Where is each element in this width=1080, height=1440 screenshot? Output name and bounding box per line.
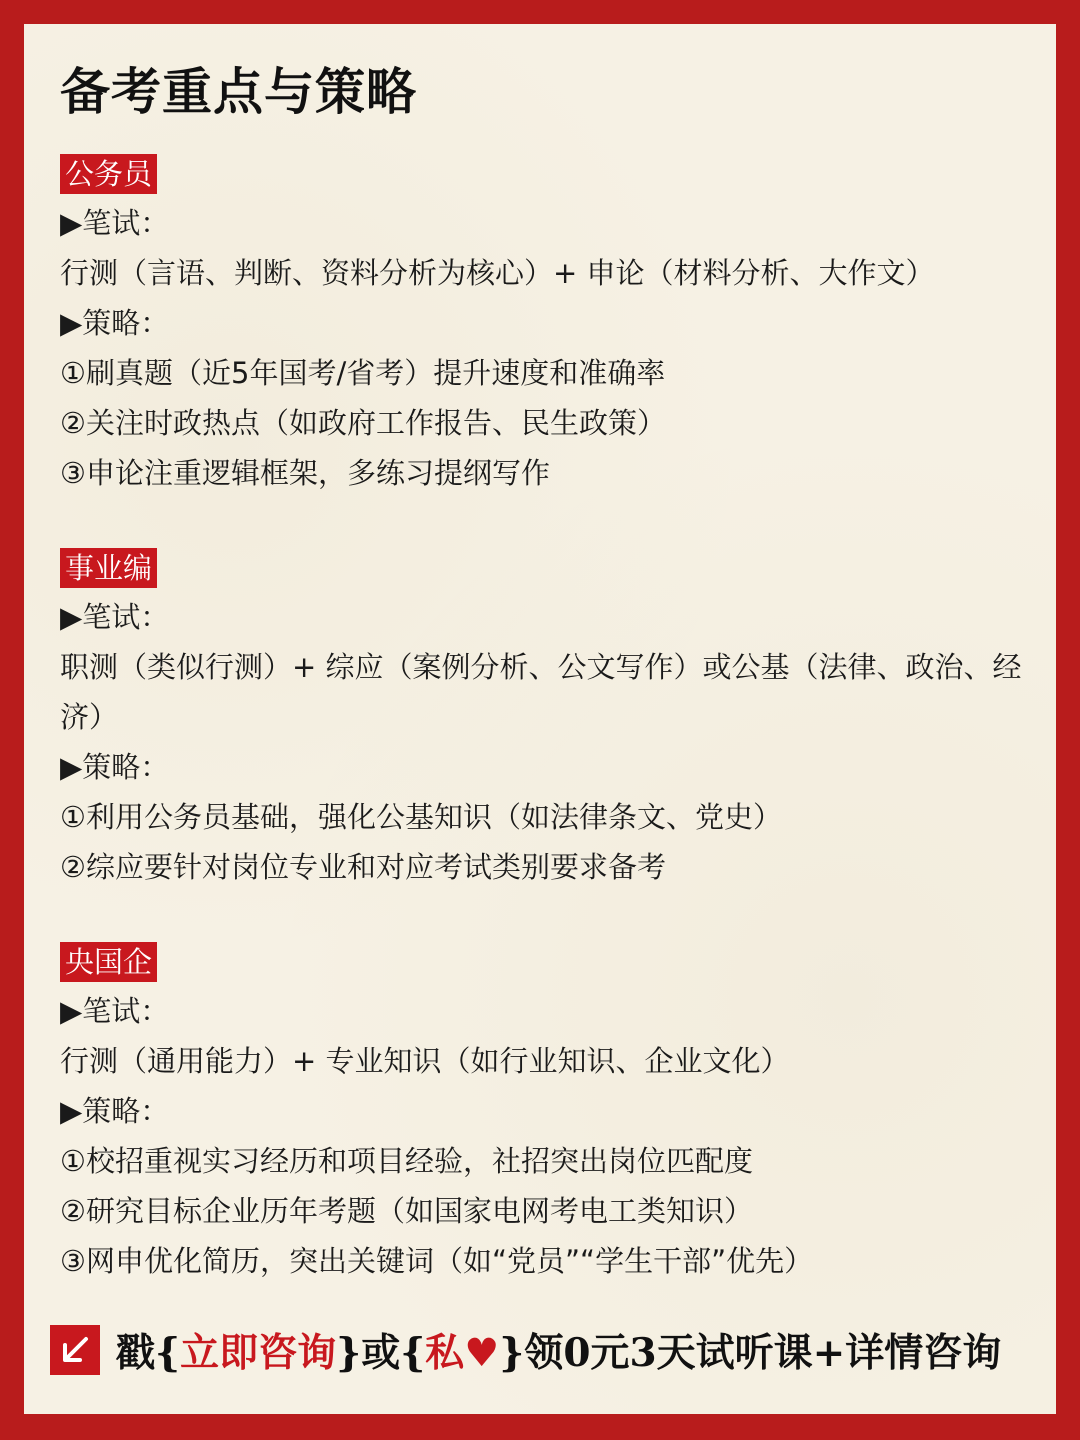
cta-suffix: }领0元3天试听课+详情咨询: [499, 1330, 1002, 1376]
cta-text: [116, 1322, 1001, 1378]
consult-cta[interactable]: [50, 1322, 1040, 1378]
section-line: ③申论注重逻辑框架，多练习提纲写作: [60, 456, 550, 490]
section-line: ②关注时政热点（如政府工作报告、民生政策）: [60, 406, 666, 440]
section-line: ②研究目标企业历年考题（如国家电网考电工类知识）: [60, 1194, 753, 1228]
cta-private-message-link[interactable]: 私♥: [425, 1330, 500, 1376]
section-line: ▶笔试：: [60, 206, 170, 240]
section-line: ①利用公务员基础，强化公基知识（如法律条文、党史）: [60, 800, 782, 834]
section-badge: 公务员: [60, 154, 157, 194]
section-badge: 央国企: [60, 942, 157, 982]
section-public-institution: [60, 548, 1040, 892]
section-line: ▶策略：: [60, 750, 170, 784]
section-line: ▶笔试：: [60, 994, 170, 1028]
section-line: ①校招重视实习经历和项目经验，社招突出岗位匹配度: [60, 1144, 753, 1178]
section-line: ▶策略：: [60, 306, 170, 340]
section-line: ③网申优化简历，突出关键词（如“党员”“学生干部”优先）: [60, 1244, 814, 1278]
section-line: 行测（言语、判断、资料分析为核心）+ 申论（材料分析、大作文）: [60, 256, 935, 290]
section-state-enterprise: [60, 942, 1040, 1286]
section-badge: 事业编: [60, 548, 157, 588]
arrow-down-left-icon: [50, 1325, 100, 1375]
cta-middle: }或{: [336, 1330, 426, 1376]
page-title: 备考重点与策略: [60, 62, 417, 121]
section-line: ②综应要针对岗位专业和对应考试类别要求备考: [60, 850, 666, 884]
section-line: 职测（类似行测）+ 综应（案例分析、公文写作）或公基（法律、政治、经济）: [60, 650, 1022, 734]
cta-consult-link[interactable]: 立即咨询: [180, 1330, 337, 1376]
section-line: ①刷真题（近5年国考/省考）提升速度和准确率: [60, 356, 666, 390]
section-line: 行测（通用能力）+ 专业知识（如行业知识、企业文化）: [60, 1044, 790, 1078]
page-paper: [24, 24, 1056, 1414]
section-line: ▶笔试：: [60, 600, 170, 634]
section-civil-servant: [60, 154, 1040, 498]
cta-prefix: 戳{: [116, 1330, 181, 1376]
section-line: ▶策略：: [60, 1094, 170, 1128]
